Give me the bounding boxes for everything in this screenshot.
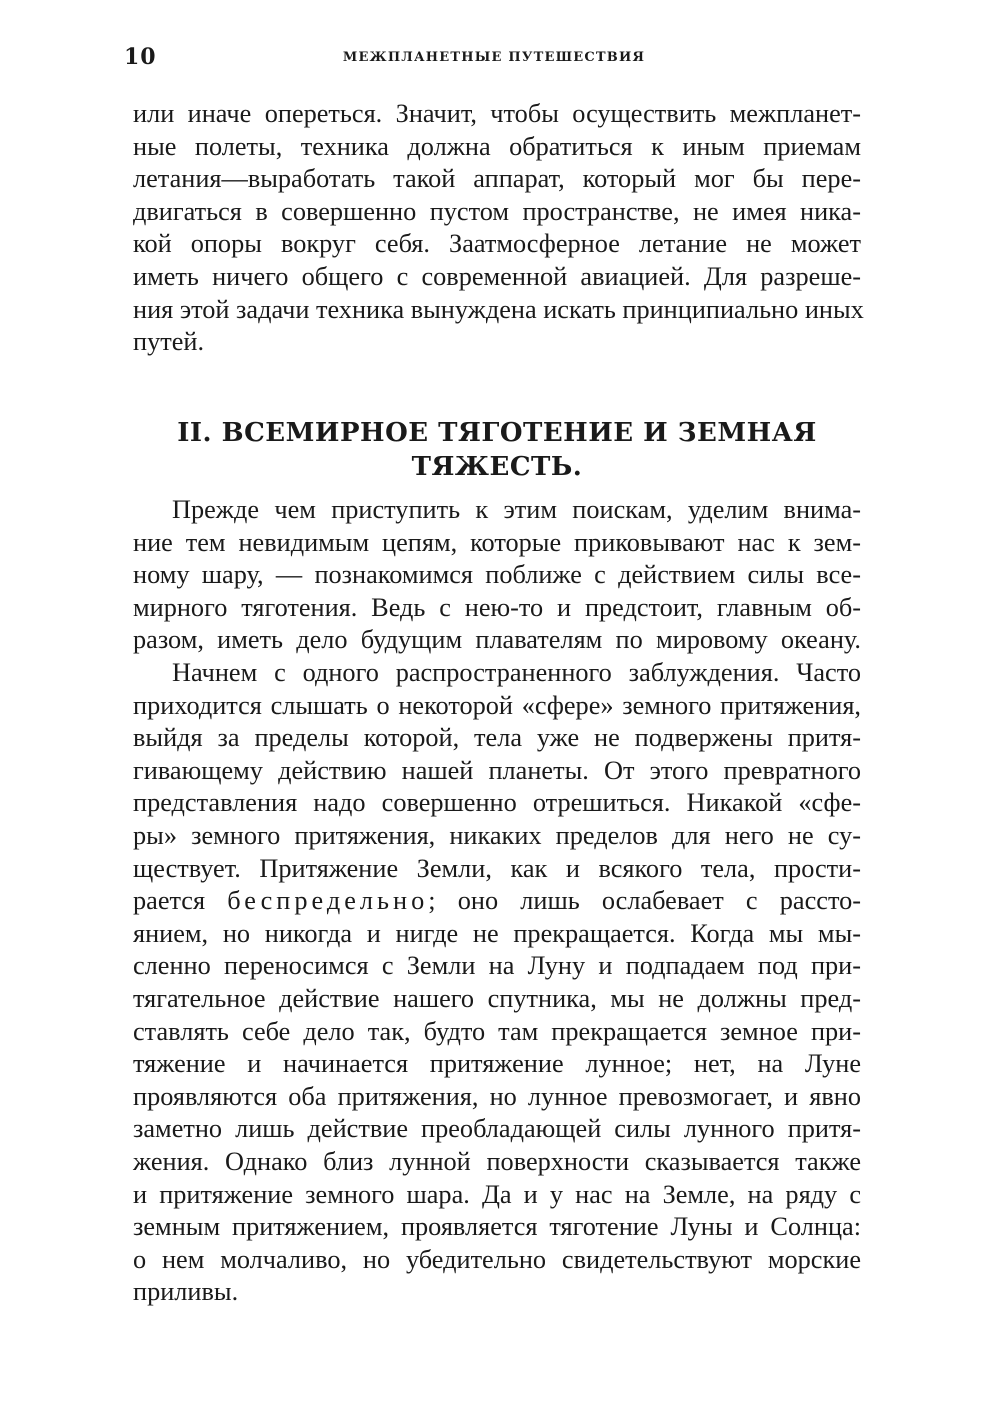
- paragraph-2: [133, 657, 861, 1309]
- text-line: сленно переносимся с Земли на Луну и подпадаем под при-: [133, 951, 861, 981]
- text-line: ние тем невидимым цепям, которые приковывают нас к зем-: [133, 527, 861, 557]
- emphasized-word: беспредельно: [227, 886, 429, 916]
- text-line: жения. Однако близ лунной поверхности сказывается также: [133, 1146, 861, 1176]
- page-number: 10: [124, 44, 157, 70]
- text-fragment: ; оно лишь ослабевает с рассто-: [428, 886, 861, 916]
- running-title: МЕЖПЛАНЕТНЫЕ ПУТЕШЕСТВИЯ: [342, 50, 646, 65]
- text-line: представления надо совершенно отрешиться. Никакой «сфе-: [133, 788, 861, 818]
- continuation-paragraph: [133, 98, 864, 359]
- text-line: иметь ничего общего с современной авиацией. Для разреше-: [133, 261, 861, 291]
- text-line: путей.: [133, 327, 205, 357]
- text-line: ному шару, — познакомимся поближе с действием силы все-: [133, 560, 861, 590]
- text-line: ния этой задачи техника вынуждена искать принципиально иных: [133, 294, 864, 324]
- paragraph-1: [133, 494, 861, 657]
- text-line: о нем молчаливо, но убедительно свидетельствуют морские: [133, 1244, 861, 1274]
- text-line: разом, иметь дело будущим плавателям по мировому океану.: [133, 625, 861, 655]
- text-line: приходится слышать о некоторой «сфере» земного притяжения,: [133, 690, 861, 720]
- text-line: приливы.: [133, 1277, 239, 1307]
- text-line: выйдя за пределы которой, тела уже не подвержены притя-: [133, 723, 861, 753]
- text-line: мирного тяготения. Ведь с нею-то и предстоит, главным об-: [133, 592, 861, 622]
- text-line: тяжение и начинается притяжение лунное; нет, на Луне: [133, 1049, 861, 1079]
- text-line: ставлять себе дело так, будто там прекращается земное при-: [133, 1016, 861, 1046]
- text-line: ные полеты, техника должна обратиться к иным приемам: [133, 131, 861, 161]
- text-line: двигаться в совершенно пустом пространстве, не имея ника-: [133, 196, 861, 226]
- text-line: ществует. Притяжение Земли, как и всякого тела, прости-: [133, 853, 861, 883]
- text-line: гивающему действию нашей планеты. От этого превратного: [133, 755, 861, 785]
- text-line: земным притяжением, проявляется тяготение Луны и Солнца:: [133, 1212, 861, 1242]
- text-line: ры» земного притяжения, никаких пределов для него не су-: [133, 820, 861, 850]
- text-line: Прежде чем приступить к этим поискам, уделим внима-: [172, 495, 861, 524]
- text-line: летания—выработать такой аппарат, который мог бы пере-: [133, 164, 861, 194]
- text-line: [133, 885, 861, 918]
- text-line: тягательное действие нашего спутника, мы не должны пред-: [133, 983, 861, 1013]
- text-line: янием, но никогда и нигде не прекращается. Когда мы мы-: [133, 918, 861, 948]
- text-line: заметно лишь действие преобладающей силы лунного притя-: [133, 1114, 861, 1144]
- section-heading-line: ТЯЖЕСТЬ.: [411, 452, 583, 482]
- section-heading-line: II. ВСЕМИРНОЕ ТЯГОТЕНИЕ И ЗЕМНАЯ: [177, 418, 817, 448]
- text-line: кой опоры вокруг себя. Заатмосферное летание не может: [133, 229, 861, 259]
- text-line: или иначе опереться. Значит, чтобы осуществить межпланет-: [133, 99, 861, 128]
- text-line: проявляются оба притяжения, но лунное превозмогает, и явно: [133, 1081, 861, 1111]
- text-line: и притяжение земного шара. Да и у нас на Земле, на ряду с: [133, 1179, 861, 1209]
- page-header: [124, 44, 864, 74]
- text-fragment: рается: [133, 886, 206, 916]
- text-line: Начнем с одного распространенного заблуждения. Часто: [172, 658, 861, 687]
- section-heading: [133, 416, 861, 484]
